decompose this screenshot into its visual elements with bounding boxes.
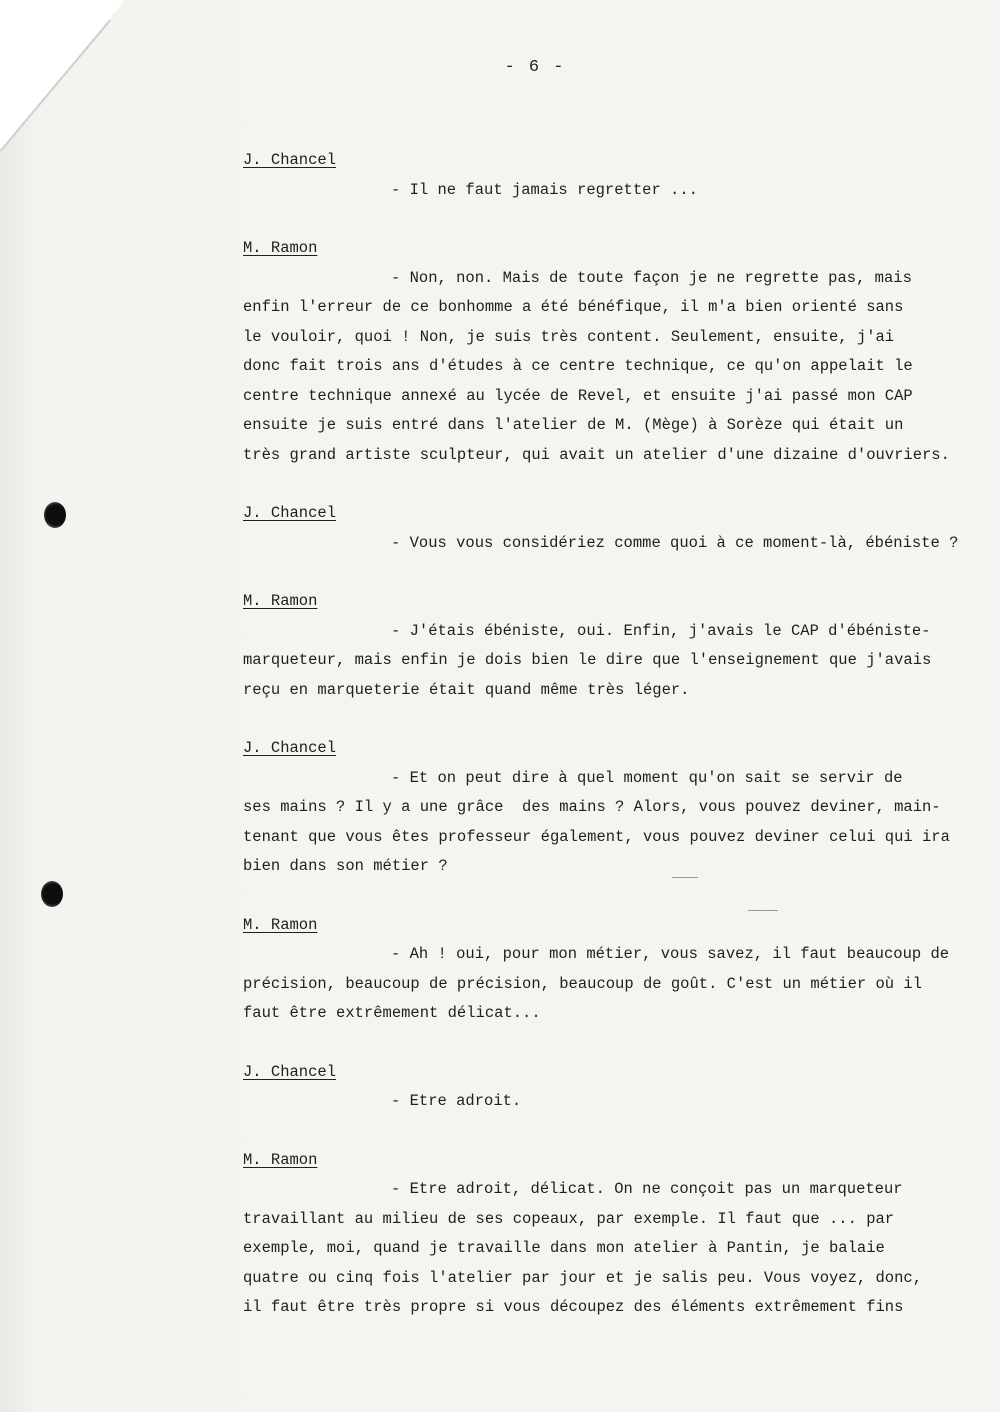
speech-text: [243, 529, 963, 559]
speech-text: [243, 1087, 963, 1117]
punch-hole-upper: [44, 502, 66, 528]
speech-line: - Et on peut dire à quel moment qu'on sait se servir de: [391, 768, 903, 787]
speaker-name: M. Ramon: [243, 239, 318, 257]
speech-line: centre technique annexé au lycée de Revel, et ensuite j'ai passé mon CAP: [243, 386, 913, 405]
dialogue-turn: [243, 234, 963, 470]
speech-line: - Ah ! oui, pour mon métier, vous savez, il faut beaucoup de: [391, 945, 950, 963]
speaker-name: J. Chancel: [243, 1062, 337, 1081]
speech-line: - Non, non. Mais de toute façon je ne regrette pas, mais: [391, 268, 912, 287]
speech-line: bien dans son métier ?: [243, 857, 448, 875]
transcript-body: [243, 146, 963, 1352]
page-number: - 6 -: [504, 58, 566, 77]
speaker-name: M. Ramon: [243, 1150, 318, 1169]
speaker-name: J. Chancel: [243, 504, 337, 522]
speaker-name: J. Chancel: [243, 151, 337, 169]
speech-line: travaillant au milieu de ses copeaux, par exemple. Il faut que ... par: [243, 1209, 895, 1228]
dialogue-turn: [243, 146, 963, 205]
speech-text: [243, 940, 963, 1029]
dialogue-turn: [243, 1058, 963, 1117]
speech-line: faut être extrêmement délicat...: [243, 1004, 541, 1022]
speech-line: ses mains ? Il y a une grâce des mains ? Alors, vous pouvez deviner, main-: [243, 798, 941, 816]
speech-line: donc fait trois ans d'études à ce centre technique, ce qu'on appelait le: [243, 357, 913, 375]
speech-line: quatre ou cinq fois l'atelier par jour et je salis peu. Vous voyez, donc,: [243, 1268, 923, 1287]
dialogue-turn: [243, 1146, 963, 1323]
speaker-name: J. Chancel: [243, 739, 337, 757]
speech-line: reçu en marqueterie était quand même très léger.: [243, 680, 690, 699]
speech-line: exemple, moi, quand je travaille dans mon atelier à Pantin, je balaie: [243, 1239, 885, 1257]
speech-text: [243, 764, 963, 882]
speech-line: très grand artiste sculpteur, qui avait un atelier d'une dizaine d'ouvriers.: [243, 445, 950, 464]
speech-line: enfin l'erreur de ce bonhomme a été bénéfique, il m'a bien orienté sans: [243, 298, 904, 316]
speech-line: - Etre adroit, délicat. On ne conçoit pas un marqueteur: [391, 1180, 903, 1198]
dialogue-turn: [243, 911, 963, 1029]
speech-line: - Il ne faut jamais regretter ...: [391, 180, 698, 199]
speech-line: - Etre adroit.: [391, 1092, 522, 1110]
speaker-name: M. Ramon: [243, 915, 318, 934]
speech-text: [243, 176, 963, 206]
speech-text: [243, 617, 963, 706]
punch-hole-lower: [41, 881, 63, 907]
speech-line: - Vous vous considériez comme quoi à ce moment-là, ébéniste ?: [391, 533, 959, 552]
speech-line: - J'étais ébéniste, oui. Enfin, j'avais le CAP d'ébéniste-: [391, 621, 931, 640]
speech-line: le vouloir, quoi ! Non, je suis très content. Seulement, ensuite, j'ai: [243, 327, 895, 346]
speech-text: [243, 1175, 963, 1323]
speech-line: marqueteur, mais enfin je dois bien le dire que l'enseignement que j'avais: [243, 651, 932, 669]
speech-line: précision, beaucoup de précision, beaucoup de goût. C'est un métier où il: [243, 974, 923, 993]
speech-line: tenant que vous êtes professeur également, vous pouvez deviner celui qui ira: [243, 827, 950, 846]
speech-line: il faut être très propre si vous découpez des éléments extrêmement fins: [243, 1298, 904, 1316]
dialogue-turn: [243, 587, 963, 705]
speech-line: ensuite je suis entré dans l'atelier de M. (Mège) à Sorèze qui était un: [243, 416, 904, 434]
dialogue-turn: [243, 499, 963, 558]
dialogue-turn: [243, 734, 963, 882]
speaker-name: M. Ramon: [243, 592, 318, 610]
speech-text: [243, 264, 963, 471]
